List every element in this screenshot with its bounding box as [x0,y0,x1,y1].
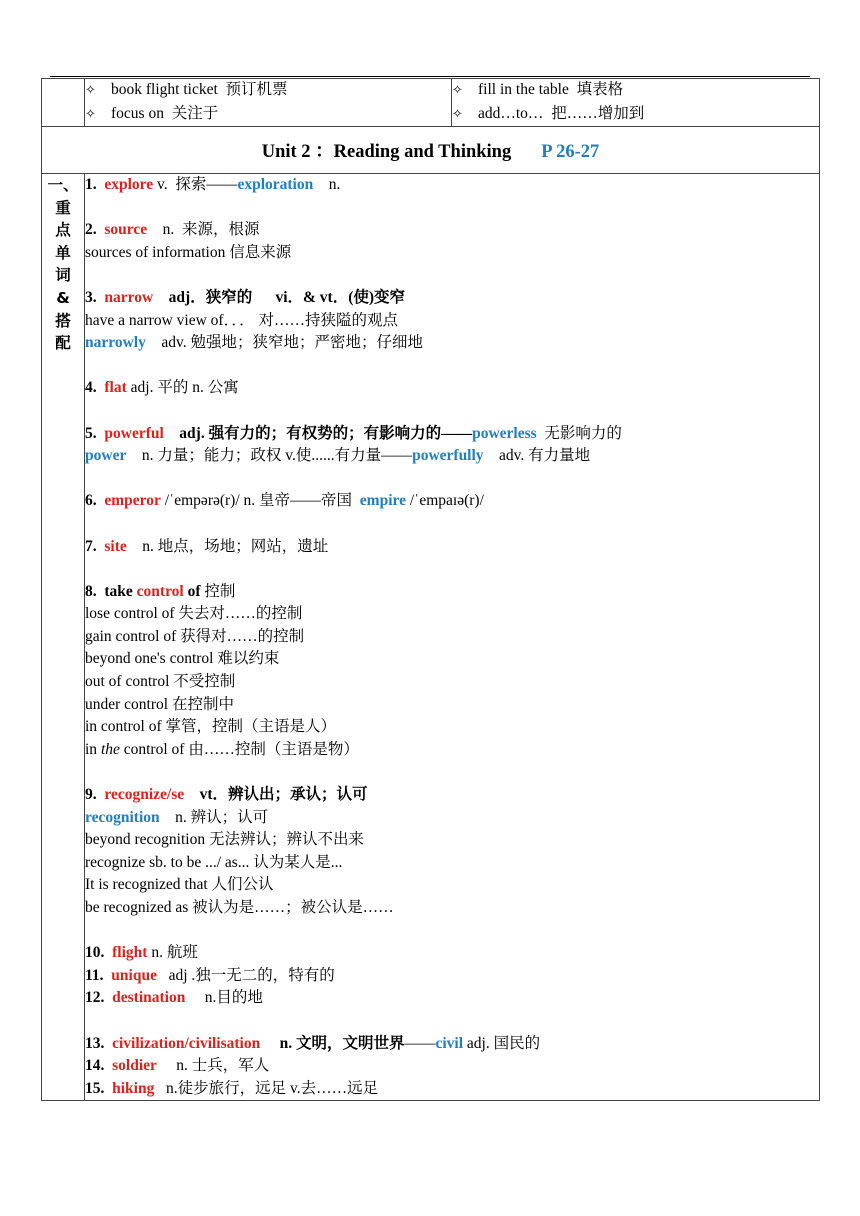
phrase-side-cell [42,79,85,127]
entry-line: gain control of 获得对……的控制 [85,627,305,645]
entry-derivative: recognition n. 辨认；认可 [85,808,269,826]
entry-hiking: 15. hiking n.徒步旅行，远足 v.去……远足 [85,1079,379,1097]
entry-line: sources of information 信息来源 [85,243,292,261]
phrase-item: ✧ book flight ticket 预订机票 [85,79,451,103]
entry-derivative: narrowly adv. 勉强地；狭窄地；严密地；仔细地 [85,334,423,352]
entry-unique: 11. unique adj .独一无二的，特有的 [85,966,335,984]
unit-pages: P 26-27 [541,142,600,162]
entry-destination: 12. destination n.目的地 [85,989,263,1007]
phrase-cell-right [452,79,820,127]
entry-line: beyond recognition 无法辨认；辨认不出来 [85,831,364,849]
entry-emperor: 6. emperor /ˈempərə(r)/ n. 皇帝——帝国 empire /ˈempaɪə(r)/ [85,492,484,510]
entry-explore: 1. explore v. 探索——exploration n. [85,176,341,193]
vocab-table [41,78,820,1101]
entry-flight: 10. flight n. 航班 [85,944,198,962]
entry-line: in the control of 由……控制（主语是物） [85,740,359,758]
phrase-item: ✧ add…to… 把……增加到 [452,103,819,127]
entry-line: lose control of 失去对……的控制 [85,605,303,623]
entry-line: beyond one's control 难以约束 [85,650,280,668]
entry-derivative: power n. 力量；能力；政权 v.使......有力量——powerfully adv. 有力量地 [85,447,591,465]
diamond-icon: ✧ [452,83,463,98]
entry-line: out of control 不受控制 [85,673,236,691]
entry-line: under control 在控制中 [85,695,234,713]
entry-site: 7. site n. 地点，场地；网站，遗址 [85,537,329,555]
unit-heading [42,127,820,174]
entry-line: recognize sb. to be .../ as... 认为某人是... [85,853,343,871]
diamond-icon: ✧ [85,106,96,122]
entry-line: have a narrow view of．．． 对……持狭隘的观点 [85,311,398,329]
entry-recognize: 9. recognize/se vt．辨认出；承认；认可 [85,786,368,804]
entry-powerful: 5. powerful adj. 强有力的；有权势的；有影响力的——powerless 无影响力的 [85,424,622,442]
vocab-content [85,174,820,1101]
entry-take-control: 8. take control of 控制 [85,582,236,600]
vocab-row [42,174,820,1101]
section-label: 一、 重 点 单 词 & 搭 配 [42,174,85,1101]
unit-title: Unit 2 ：Reading and Thinking [261,142,512,162]
unit-row [42,127,820,174]
entry-narrow: 3. narrow adj．狭窄的 vi．& vt．(使)变窄 [85,288,406,306]
entry-source: 2. source n. 来源，根源 [85,221,260,239]
entry-flat: 4. flat adj. 平的 n. 公寓 [85,379,239,397]
phrase-cell-left [85,79,452,127]
entry-soldier: 14. soldier n. 士兵，军人 [85,1057,270,1075]
entry-line: It is recognized that 人们公认 [85,876,274,894]
entry-line: be recognized as 被认为是……；被公认是…… [85,899,394,916]
diamond-icon: ✧ [85,83,96,98]
diamond-icon: ✧ [452,106,463,122]
phrase-item: ✧ focus on 关注于 [85,103,451,127]
phrase-item: ✧ fill in the table 填表格 [452,79,819,103]
entry-line: in control of 掌管，控制（主语是人） [85,718,336,736]
header-rule [50,76,810,77]
phrase-row [42,79,820,127]
entry-civilization: 13. civilization/civilisation n. 文明，文明世界——civil adj. 国民的 [85,1034,541,1052]
